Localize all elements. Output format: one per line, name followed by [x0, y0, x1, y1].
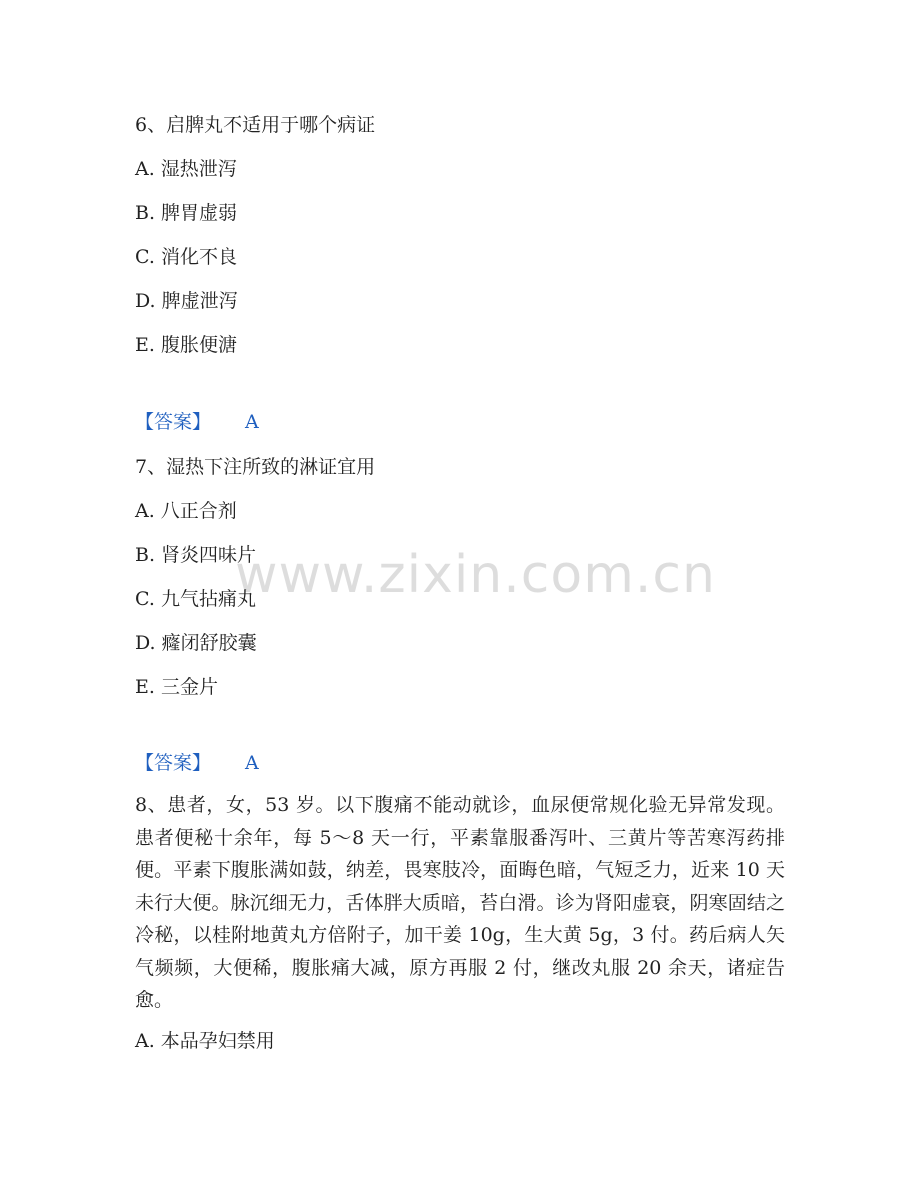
question-8-option-a: A. 本品孕妇禁用 — [135, 1030, 275, 1052]
question-6-option-e: E. 腹胀便溏 — [135, 334, 237, 356]
question-8-stem: 8、患者，女，53 岁。以下腹痛不能动就诊，血尿便常规化验无异常发现。患者便秘十余年，每 5～8 天一行，平素靠服番泻叶、三黄片等苦寒泻药排便。平素下腹胀满如鼓，纳差，畏寒肢冷，面晦色暗，气短乏力，近来 10 天未行大便。脉沉细无力，舌体胖大质暗，苔白滑。诊为肾阳虚衰，阴寒固结之冷秘，以桂附地黄丸方倍附子，加干姜 10g，生大黄 5g，3 付。药后病人矢气频频，大便稀，腹胀痛大减，原方再服 2 付，继改丸服 20 余天，诸症告愈。 — [135, 794, 785, 1011]
question-7-stem: 7、湿热下注所致的淋证宜用 — [135, 456, 376, 478]
answer-label: 【答案】 — [135, 752, 212, 774]
question-7-option-b: B. 肾炎四味片 — [135, 544, 257, 566]
question-6-option-b: B. 脾胃虚弱 — [135, 202, 238, 224]
question-6-option-d: D. 脾虚泄泻 — [135, 290, 238, 312]
watermark: www.zixin.com.cn — [235, 545, 716, 605]
question-7-answer — [135, 751, 259, 775]
question-7-option-d: D. 癃闭舒胶囊 — [135, 632, 257, 654]
question-7-option-e: E. 三金片 — [135, 676, 218, 698]
question-7-option-c: C. 九气拈痛丸 — [135, 588, 256, 610]
question-6-option-a: A. 湿热泄泻 — [135, 158, 237, 180]
question-6-stem: 6、启脾丸不适用于哪个病证 — [135, 114, 376, 136]
answer-value: A — [245, 752, 259, 774]
question-6-option-c: C. 消化不良 — [135, 246, 237, 268]
question-7-option-a: A. 八正合剂 — [135, 500, 237, 522]
answer-value: A — [245, 411, 259, 433]
answer-label: 【答案】 — [135, 411, 212, 433]
question-6-answer — [135, 410, 259, 434]
